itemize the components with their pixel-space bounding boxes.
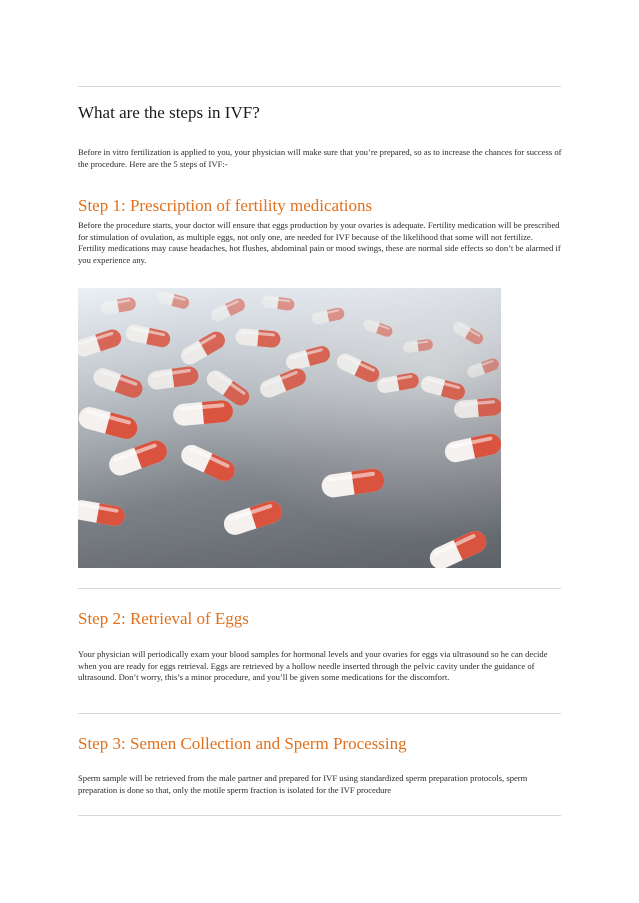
divider-step-2: [78, 588, 561, 589]
divider-bottom: [78, 815, 561, 816]
capsules-illustration: [78, 288, 501, 568]
page-title: What are the steps in IVF?: [78, 103, 260, 122]
step-1-body: Before the procedure starts, your doctor will ensure that eggs production by your ovaries is adequate. Fertility medication will be prescribed for stimulation of ovulation, as multiple eggs, not only one, are needed for IVF because of the likelihood that some will not fertilize. Fertility medications may cause headaches, hot flushes, abdominal pain or mood swings, these are normal side effects so don’t be alarmed if you experience any.: [78, 220, 561, 265]
capsules-photo: [78, 288, 501, 568]
step-3-heading: Step 3: Semen Collection and Sperm Processing: [78, 734, 407, 753]
step-2-heading: Step 2: Retrieval of Eggs: [78, 609, 249, 628]
step-2-body: Your physician will periodically exam your blood samples for hormonal levels and your ovaries for eggs via ultrasound so he can decide when you are ready for eggs retrieval. Eggs are retrieved by a hollow needle inserted through the pelvic cavity under the guidance of ultrasound. Don’t worry, this’s a minor procedure, and you’ll be given some medications for the discomfort.: [78, 649, 548, 683]
intro-paragraph: Before in vitro fertilization is applied to you, your physician will make sure that you’re prepared, so as to increase the chances for success of the procedure. Here are the 5 steps of IVF:-: [78, 147, 562, 169]
step-1-heading: Step 1: Prescription of fertility medications: [78, 196, 373, 215]
divider-top: [78, 86, 561, 87]
divider-step-3: [78, 713, 561, 714]
step-3-body: Sperm sample will be retrieved from the male partner and prepared for IVF using standardized sperm preparation protocols, sperm preparation is done so that, only the motile sperm fraction is isolated for the IVF procedure: [78, 773, 528, 795]
